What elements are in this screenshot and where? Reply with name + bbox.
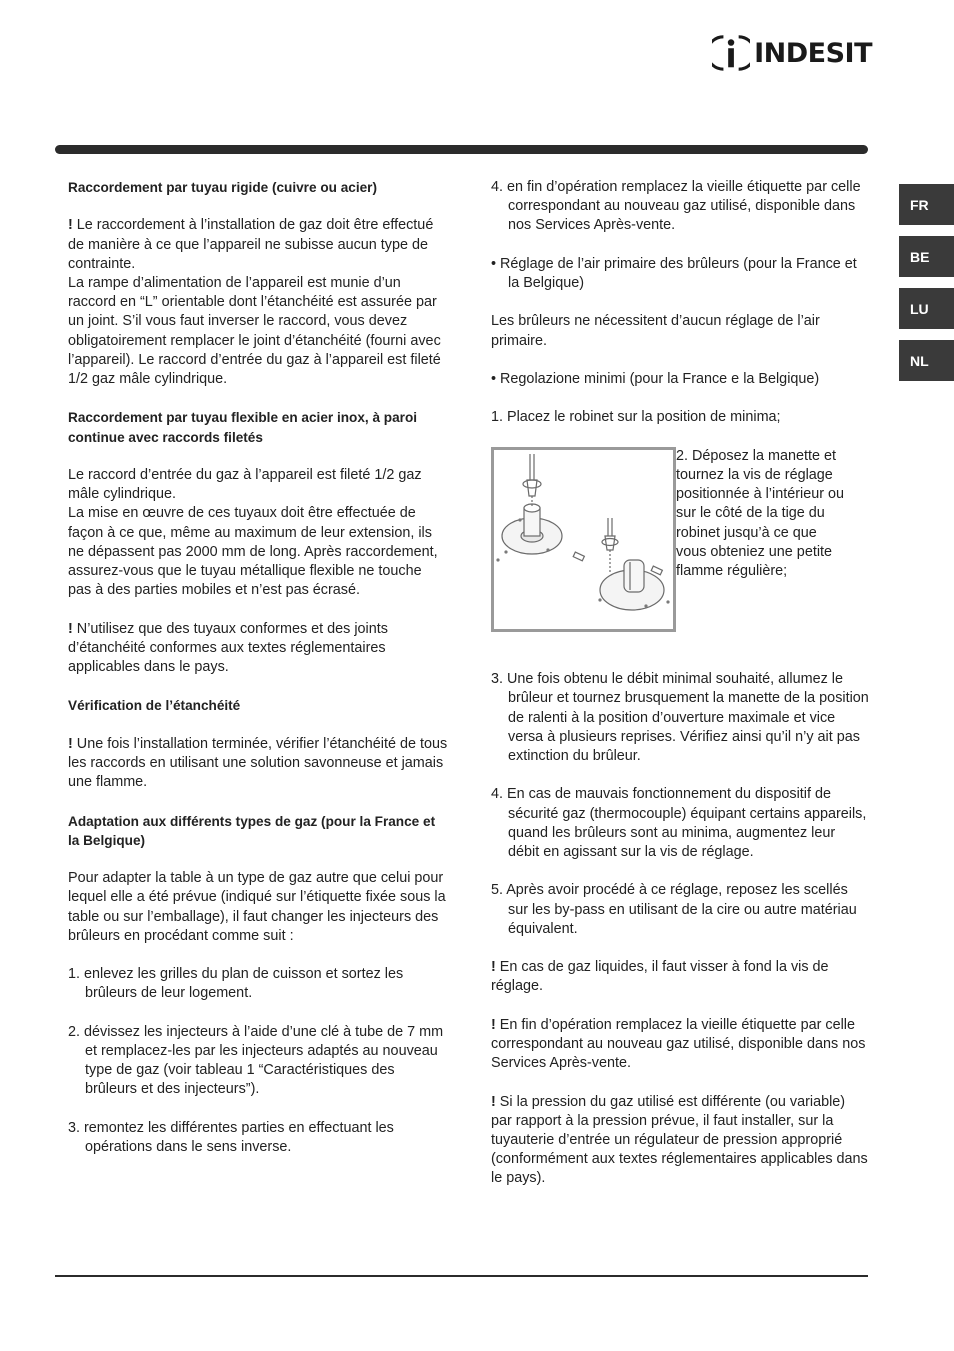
paragraph: La rampe d’alimentation de l’appareil est munie d’un raccord en “L” orientable dont l’étanchéité est assurée par un joint. S’il vous faut inverser le raccord, vous devez obligatoirement remplacer le joint d’étanchéité (fourni avec l’appareil). Le raccord d’entrée du gaz à l’appareil est fileté 1/2 gaz mâle cylindrique. [68, 275, 441, 388]
lang-tab-fr[interactable]: FR [899, 184, 954, 225]
left-column [68, 178, 448, 1157]
bottom-rule [55, 1275, 868, 1277]
list-item: 3. Une fois obtenu le débit minimal souhaité, allumez le brûleur et tournez brusquement la manette de la position de ralenti à la position d’ouverture maximale et vice versa à plusieurs reprises. Vérifiez ainsi qu’il n’y ait pas extinction du brûleur. [491, 671, 869, 764]
warning-icon: ! [68, 735, 73, 752]
list-item: 4. en fin d’opération remplacez la vieille étiquette par celle correspondant au nouveau gaz utilisé, disponible dans nos Services Après-vente. [491, 179, 861, 234]
top-rule [55, 145, 868, 154]
warning-icon: ! [491, 1016, 496, 1033]
right-column [491, 178, 869, 1189]
paragraph: La mise en œuvre de ces tuyaux doit être effectuée de façon à ce que, même au maximum de leur extension, ils ne dépassent pas 2000 mm de long. Après raccordement, assurez-vous que le tuyau métallique flexible ne touche pas à des parties mobiles et n’est pas écrasé. [68, 505, 438, 599]
screwdriver-valve-icon [494, 450, 673, 629]
paragraph: 2. Déposez la manette et tournez la vis de réglage positionnée à l’intérieur ou sur le côté de la tige du robinet jusqu’à ce que vous obteniez une petite flamme régulière; [676, 447, 845, 579]
list-item: 1. Placez le robinet sur la position de minima; [491, 409, 781, 426]
list-item: 2. dévissez les injecteurs à l’aide d’une clé à tube de 7 mm et remplacez-les par les injecteurs adaptés au nouveau type de gaz (voir tableau 1 “Caractéristiques des brûleurs et des injecteurs”). [68, 1023, 444, 1098]
heading-flexible-pipe: Raccordement par tuyau flexible en acier inox, à paroi continue avec raccords filetés [68, 410, 418, 445]
warning-icon: ! [68, 620, 73, 637]
warning-paragraph: ! Une fois l’installation terminée, vérifier l’étanchéité de tous les raccords en utilisant une solution savonneuse et jamais une flamme. [68, 735, 448, 791]
warning-paragraph: ! En cas de gaz liquides, il faut visser à fond la vis de réglage. [491, 959, 829, 995]
warning-icon: ! [491, 1093, 496, 1110]
warning-paragraph: ! En fin d’opération remplacez la vieille étiquette par celle correspondant au nouveau gaz utilisé, disponible dans nos Services Après-vente. [491, 1016, 866, 1072]
list-item: 4. En cas de mauvais fonctionnement du dispositif de sécurité gaz (thermocouple) équipant certains appareils, quand les brûleurs sont au minima, augmentez leur débit en agissant sur la vis de réglage. [491, 786, 867, 860]
brand-name: INDESIT [754, 37, 872, 69]
heading-rigid-pipe: Raccordement par tuyau rigide (cuivre ou acier) [68, 180, 377, 195]
brand-logo [712, 30, 872, 76]
lang-tab-nl[interactable]: NL [899, 340, 954, 381]
paragraph: Pour adapter la table à un type de gaz autre que celui pour lequel elle a été prévue (indiqué sur l’étiquette fixée sous la table ou sur l’emballage), il faut changer les injecteurs des brûleurs en procédant comme suit : [68, 870, 446, 944]
bullet-item: • Regolazione minimi (pour la France e la Belgique) [491, 370, 820, 387]
list-item: 1. enlevez les grilles du plan de cuisson et sortez les brûleurs de leur logement. [68, 966, 404, 1002]
warning-paragraph: ! Si la pression du gaz utilisé est différente (ou variable) par rapport à la pression prévue, il faut installer, sur la tuyauterie d’entrée un régulateur de pression approprié (conformément aux textes réglementaires applicables dans le pays). [491, 1093, 868, 1187]
language-tabs [899, 184, 954, 392]
paragraph: Les brûleurs ne nécessitent d’aucun réglage de l’air primaire. [491, 313, 820, 349]
bullet-item: • Réglage de l’air primaire des brûleurs (pour la France et la Belgique) [491, 255, 857, 291]
paragraph: Le raccord d’entrée du gaz à l’appareil est fileté 1/2 gaz mâle cylindrique. [68, 467, 422, 503]
figure-row [491, 447, 869, 632]
warning-paragraph: ! Le raccordement à l’installation de gaz doit être effectué de manière à ce que l’appareil ne subisse aucun type de contrainte. [68, 217, 434, 272]
heading-gas-adaptation: Adaptation aux différents types de gaz (pour la France et la Belgique) [68, 813, 436, 848]
warning-icon: ! [68, 217, 73, 234]
warning-paragraph: ! N’utilisez que des tuyaux conformes et des joints d’étanchéité conformes aux textes réglementaires applicables dans le pays. [68, 620, 388, 676]
burner-adjustment-illustration [491, 447, 676, 632]
indesit-logo-icon [712, 32, 750, 74]
warning-icon: ! [491, 959, 496, 976]
lang-tab-be[interactable]: BE [899, 236, 954, 277]
heading-leak-check: Vérification de l’étanchéité [68, 698, 241, 714]
lang-tab-lu[interactable]: LU [899, 288, 954, 329]
list-item: 3. remontez les différentes parties en effectuant les opérations dans le sens inverse. [68, 1119, 394, 1155]
list-item: 5. Après avoir procédé à ce réglage, reposez les scellés sur les by-pass en utilisant de la cire ou autre matériau équivalent. [491, 882, 857, 937]
